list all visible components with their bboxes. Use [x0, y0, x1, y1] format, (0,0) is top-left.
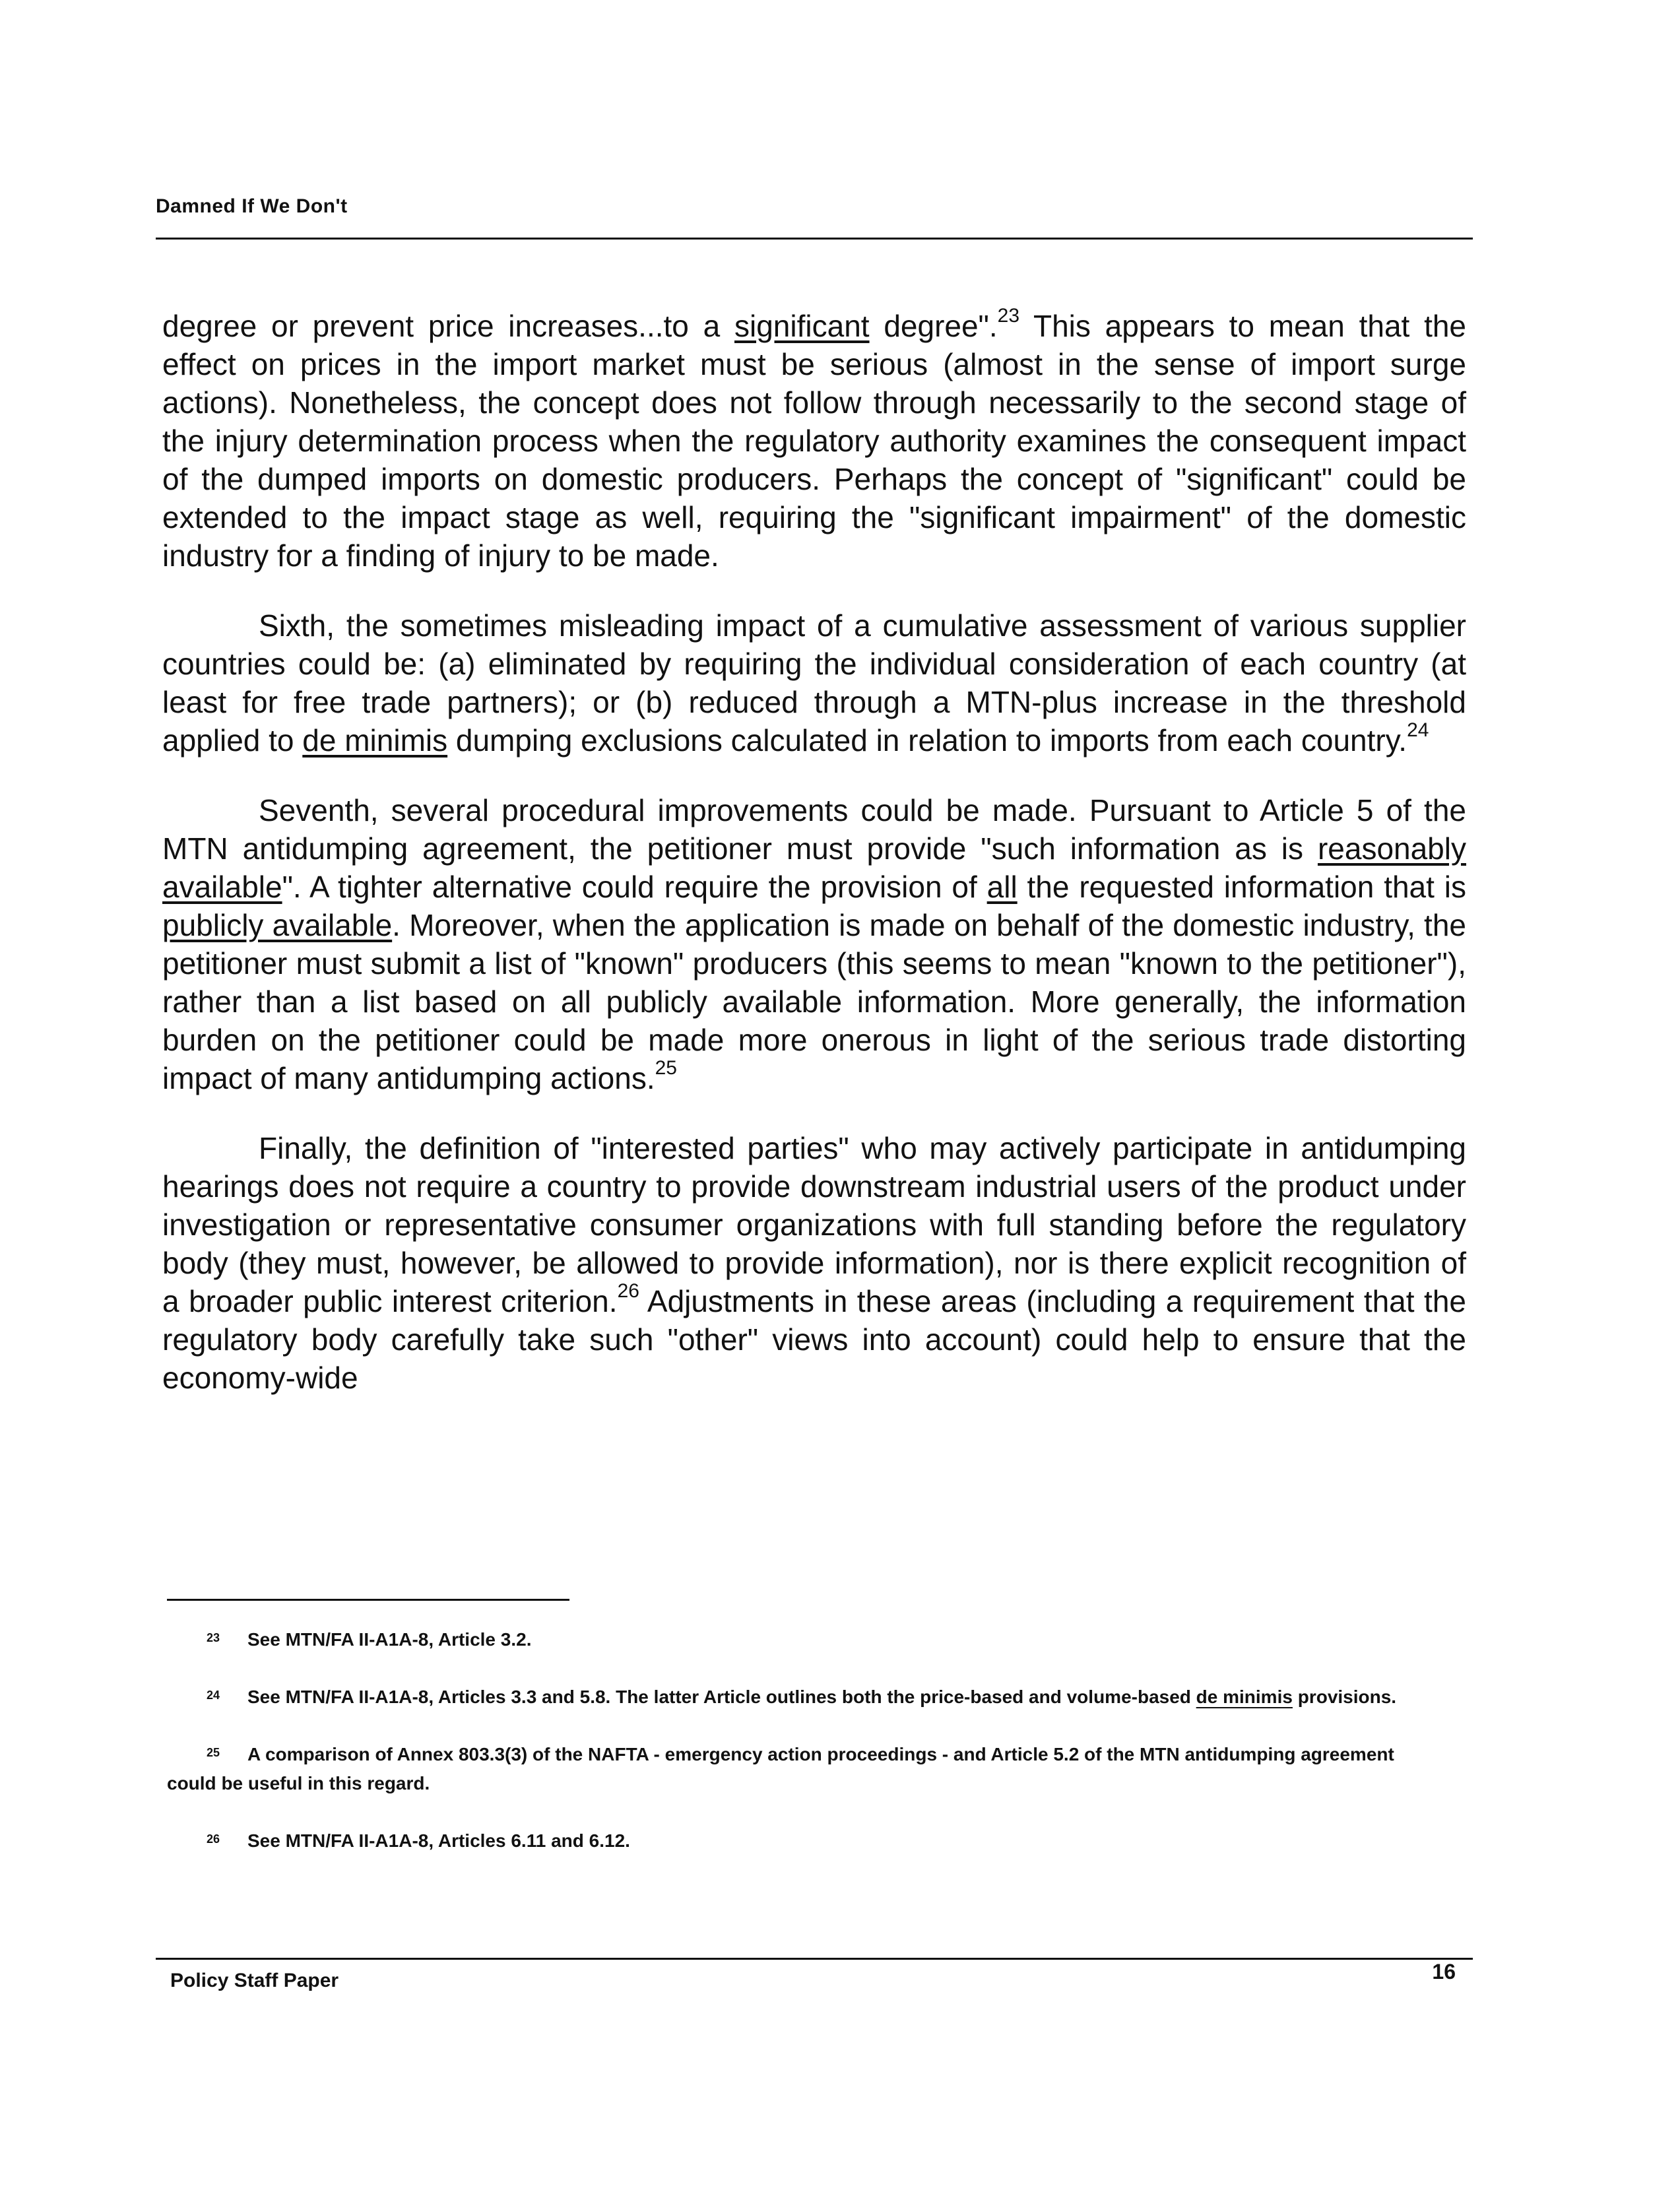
- paragraph-text: Adjustments in these areas (including a requirement that the regulatory body carefully take such "other" views into account) could help to ensure that the economy-wide: [162, 1284, 1466, 1395]
- footnote-reference: 25: [655, 1057, 677, 1079]
- paragraph-text: the requested information that is: [1017, 870, 1466, 904]
- footnote-text: A comparison of Annex 803.3(3) of the NAFTA - emergency action proceedings - and Article 5.2 of the MTN antidumping agreement could be useful in this regard.: [167, 1744, 1394, 1793]
- footnote-reference: 23: [997, 305, 1020, 327]
- footnote-reference: 24: [1407, 719, 1429, 741]
- footnote-separator: [167, 1599, 569, 1601]
- footnote-mark: 26: [207, 1832, 220, 1846]
- paragraph-text: dumping exclusions calculated in relation to imports from each country.: [447, 723, 1407, 758]
- paragraph-4: [162, 1129, 1466, 1397]
- paragraph-text: degree".: [869, 309, 998, 343]
- header-rule: [156, 238, 1473, 240]
- underlined-term: de minimis: [1196, 1687, 1293, 1707]
- footnote: [167, 1681, 1447, 1712]
- underlined-term: de minimis: [302, 723, 448, 758]
- footnote-reference: 26: [617, 1280, 639, 1302]
- footnotes: [167, 1623, 1447, 1882]
- underlined-term: all: [986, 870, 1018, 904]
- underlined-term: significant: [734, 309, 870, 343]
- paragraph-text: degree or prevent price increases...to a: [162, 309, 734, 343]
- body-text: [162, 307, 1466, 1429]
- footnote-mark: 24: [207, 1689, 220, 1702]
- underlined-term: reasonably available: [162, 831, 1466, 904]
- paragraph-text: . Moreover, when the application is made on behalf of the domestic industry, the petitioner must submit a list of "known" producers (this seems to mean "known to the petitioner"), rather than a list based on all publicly available information. More generally, the information burden on the petitioner could be made more onerous in light of the serious trade distorting impact of many antidumping actions.: [162, 908, 1466, 1095]
- paragraph-text: Sixth, the sometimes misleading impact of a cumulative assessment of various supplier countries could be: (a) eliminated by requiring the individual consideration of each country (at least for free trade partners); or (b) reduced through a MTN-plus increase in the threshold applied to: [162, 608, 1466, 758]
- footnote-text: See MTN/FA II-A1A-8, Articles 3.3 and 5.8. The latter Article outlines both the price-based and volume-based: [247, 1687, 1196, 1707]
- footnote-text: See MTN/FA II-A1A-8, Articles 6.11 and 6.12.: [247, 1830, 630, 1851]
- page-number: 16: [1432, 1960, 1456, 1984]
- paragraph-text: Seventh, several procedural improvements could be made. Pursuant to Article 5 of the MTN antidumping agreement, the petitioner must provide "such information as is: [162, 793, 1466, 866]
- footer-label: Policy Staff Paper: [170, 1970, 339, 1991]
- footnote: [167, 1824, 1447, 1855]
- running-header: Damned If We Don't: [156, 195, 348, 217]
- paragraph-text: Finally, the definition of "interested parties" who may actively participate in antidumping hearings does not require a country to provide downstream industrial users of the product under investigation or representative consumer organizations with full standing before the regulatory body (they must, however, be allowed to provide information), nor is there explicit recognition of a broader public interest criterion.: [162, 1131, 1466, 1318]
- paragraph-1: [162, 307, 1466, 575]
- paragraph-2: [162, 606, 1466, 759]
- footer-rule: [156, 1958, 1473, 1960]
- paragraph-text: This appears to mean that the effect on prices in the import market must be serious (almost in the sense of import surge actions). Nonetheless, the concept does not follow through necessarily to the second stage of the injury determination process when the regulatory authority examines the consequent impact of the dumped imports on domestic producers. Perhaps the concept of "significant" could be extended to the impact stage as well, requiring the "significant impairment" of the domestic industry for a finding of injury to be made.: [162, 309, 1467, 573]
- footnote-text: provisions.: [1292, 1687, 1397, 1707]
- paragraph-text: ". A tighter alternative could require the provision of: [282, 870, 987, 904]
- footnote: [167, 1623, 1447, 1654]
- footnote-text: See MTN/FA II-A1A-8, Article 3.2.: [247, 1629, 532, 1650]
- paragraph-3: [162, 791, 1466, 1097]
- footnote: [167, 1738, 1447, 1798]
- footnote-mark: 23: [207, 1631, 220, 1644]
- underlined-term: publicly available: [162, 908, 393, 942]
- footnote-mark: 25: [207, 1746, 220, 1759]
